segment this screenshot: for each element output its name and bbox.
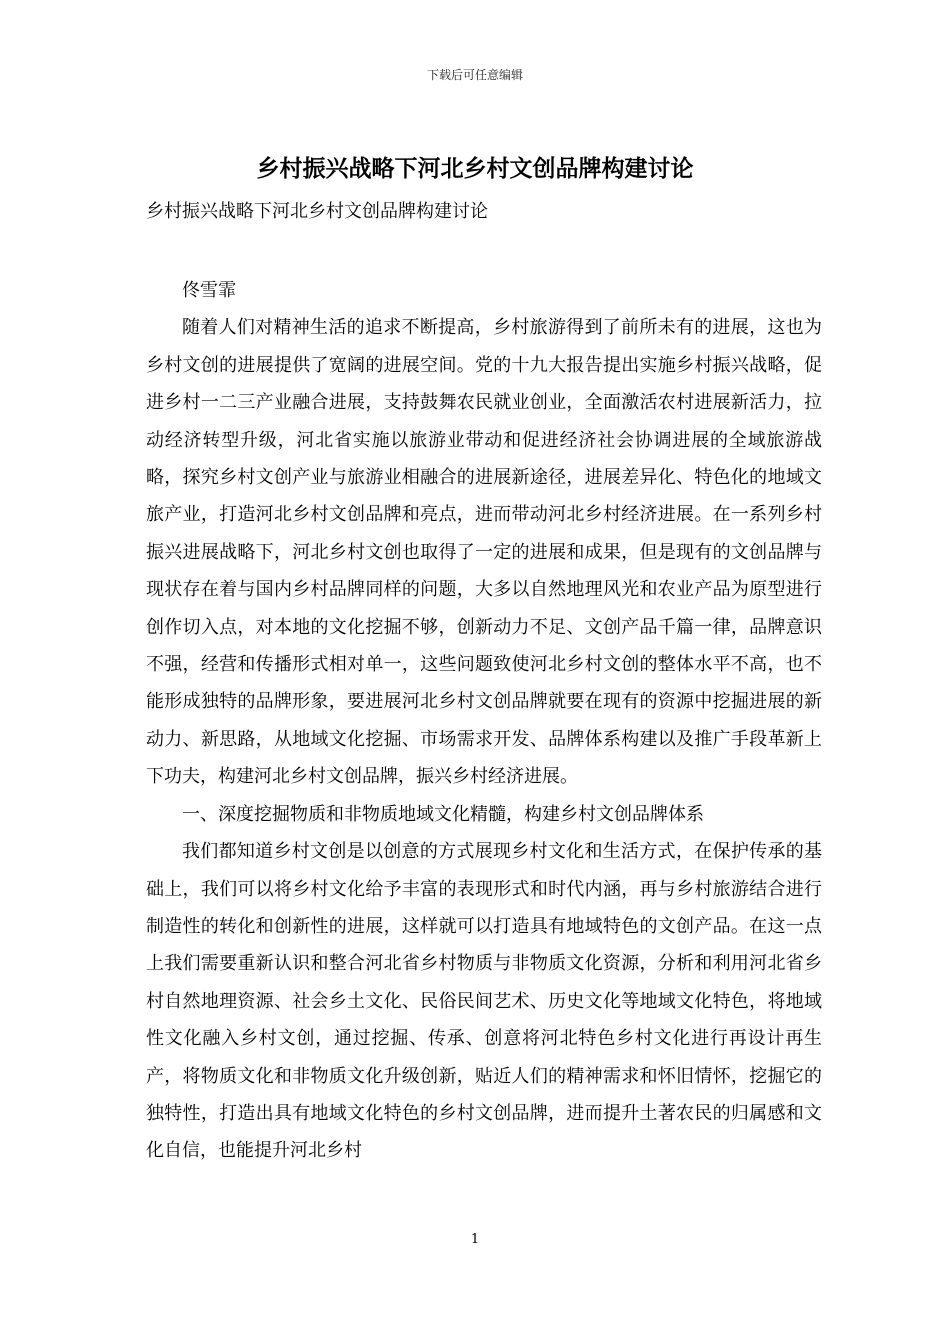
paragraph-intro: 随着人们对精神生活的追求不断提高，乡村旅游得到了前所未有的进展，这也为乡村文创的进展提供了宽阔的进展空间。党的十九大报告提出实施乡村振兴战略，促进乡村一二三产业融合进展，支持鼓舞农民就业创业，全面激活农村进展新活力，拉动经济转型升级，河北省实施以旅游业带动和促进经济社会协调进展的全域旅游战略，探究乡村文创产业与旅游业相融合的进展新途径，进展差异化、特色化的地域文旅产业，打造河北乡村文创品牌和亮点，进而带动河北乡村经济进展。在一系列乡村振兴进展战略下，河北乡村文创也取得了一定的进展和成果，但是现有的文创品牌与现状存在着与国内乡村品牌同样的问题，大多以自然地理风光和农业产品为原型进行创作切入点，对本地的文化挖掘不够，创新动力不足、文创产品千篇一律，品牌意识不强，经营和传播形式相对单一，这些问题致使河北乡村文创的整体水平不高，也不能形成独特的品牌形象，要进展河北乡村文创品牌就要在现有的资源中挖掘进展的新动力、新思路，从地域文化挖掘、市场需求开发、品牌体系构建以及推广手段革新上下功夫，构建河北乡村文创品牌，振兴乡村经济进展。 bbox=[146, 317, 822, 788]
page-number: 1 bbox=[470, 1232, 480, 1247]
document-body bbox=[146, 272, 822, 1170]
paragraph-section-one: 我们都知道乡村文创是以创意的方式展现乡村文化和生活方式，在保护传承的基础上，我们可以将乡村文化给予丰富的表现形式和时代内涵，再与乡村旅游结合进行制造性的转化和创新性的进展，这样就可以打造具有地域特色的文创产品。在这一点上我们需要重新认识和整合河北省乡村物质与非物质文化资源，分析和利用河北省乡村自然地理资源、社会乡土文化、民俗民间艺术、历史文化等地域文化特色，将地域性文化融入乡村文创，通过挖掘、传承、创意将河北特色乡村文化进行再设计再生产，将物质文化和非物质文化升级创新，贴近人们的精神需求和怀旧情怀，挖掘它的独特性，打造出具有地域文化特色的乡村文创品牌，进而提升土著农民的归属感和文化自信，也能提升河北乡村 bbox=[146, 841, 822, 1162]
document-subtitle: 乡村振兴战略下河北乡村文创品牌构建讨论 bbox=[146, 201, 488, 222]
header-note: 下载后可任意编辑 bbox=[426, 68, 523, 82]
section-heading: 一、深度挖掘物质和非物质地域文化精髓，构建乡村文创品牌体系 bbox=[182, 803, 704, 825]
author-line: 佟雪霏 bbox=[182, 280, 236, 301]
document-title: 乡村振兴战略下河北乡村文创品牌构建讨论 bbox=[256, 156, 694, 182]
